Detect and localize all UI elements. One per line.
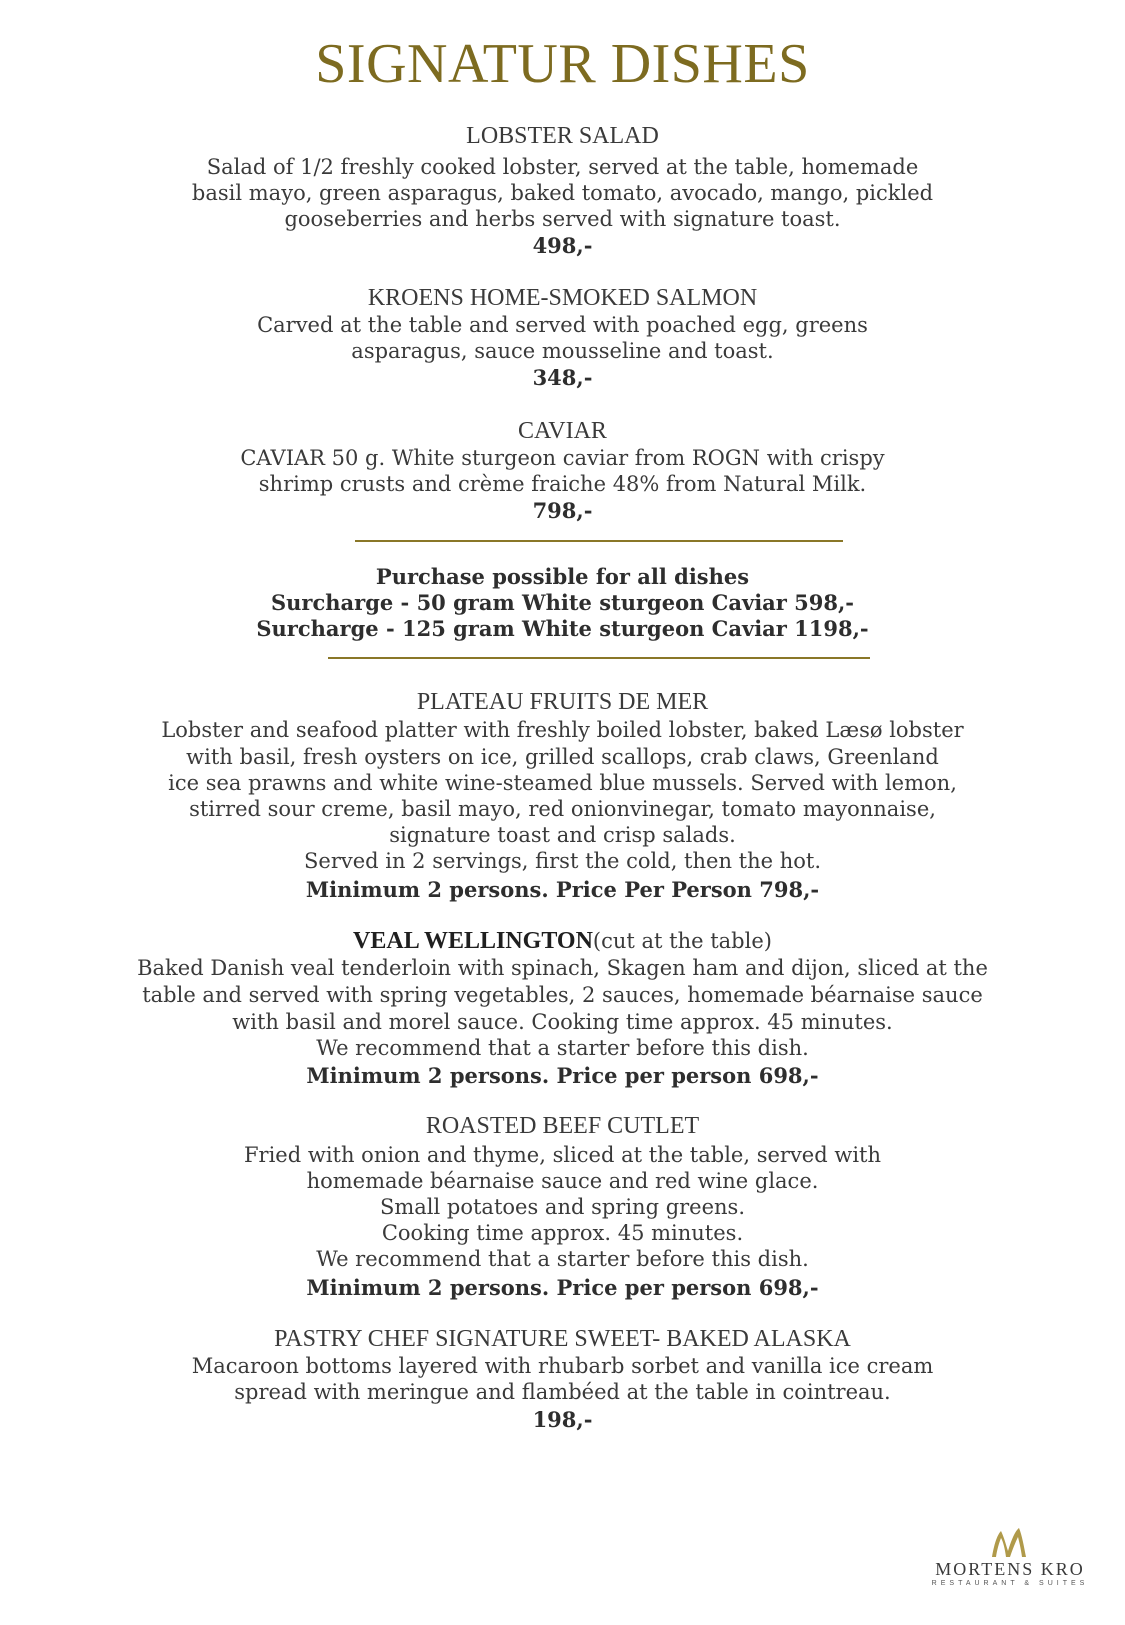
dish-desc-line: Baked Danish veal tenderloin with spinach, Skagen ham and dijon, sliced at the [137,956,988,980]
logo-tagline: RESTAURANT & SUITES [931,1580,1089,1587]
dish-desc-line: with basil, fresh oysters on ice, grilled scallops, crab claws, Greenland [186,745,939,769]
m-monogram-icon [988,1525,1032,1559]
dish-price: Minimum 2 persons. Price per person 698,- [306,1275,819,1300]
dish-price: 348,- [532,365,593,390]
dish-name-caviar: CAVIAR [518,418,607,444]
dish-desc-line: shrimp crusts and crème fraiche 48% from Natural Milk. [258,472,867,496]
dish-name-salmon: KROENS HOME-SMOKED SALMON [367,285,758,311]
dish-desc-line: spread with meringue and flambéed at the table in cointreau. [234,1380,891,1404]
dish-note: (cut at the table) [592,929,772,953]
surcharge-line: Surcharge - 125 gram White sturgeon Caviar 1198,- [256,616,869,641]
dish-desc-line: Served in 2 servings, first the cold, then the hot. [304,849,821,873]
dish-desc-line: stirred sour creme, basil mayo, red onionvinegar, tomato mayonnaise, [189,797,936,821]
dish-price: 798,- [532,498,593,523]
dish-price: Minimum 2 persons. Price Per Person 798,- [305,877,820,902]
surcharge-heading: Purchase possible for all dishes [375,564,750,589]
dish-name-baked-alaska: PASTRY CHEF SIGNATURE SWEET- BAKED ALASKA [274,1326,851,1352]
dish-name-plateau: PLATEAU FRUITS DE MER [416,689,709,715]
dish-desc-line: Fried with onion and thyme, sliced at the table, served with [243,1143,882,1167]
surcharge-line: Surcharge - 50 gram White sturgeon Caviar 598,- [270,590,855,615]
dish-desc-line: ice sea prawns and white wine-steamed blue mussels. Served with lemon, [168,771,957,795]
dish-price: 498,- [532,233,593,258]
dish-name-lobster-salad: LOBSTER SALAD [466,123,659,149]
dish-desc-line: asparagus, sauce mousseline and toast. [351,339,774,363]
logo-name: MORTENS KRO [935,1559,1085,1579]
restaurant-logo [925,1525,1095,1605]
dish-desc-line: Carved at the table and served with poached egg, greens [257,313,868,337]
dish-desc-line: Lobster and seafood platter with freshly boiled lobster, baked Læsø lobster [161,718,964,742]
dish-desc-line: CAVIAR 50 g. White sturgeon caviar from ROGN with crispy [240,446,885,470]
dish-desc-line: Cooking time approx. 45 minutes. [381,1221,744,1245]
dish-desc-line: Salad of 1/2 freshly cooked lobster, served at the table, homemade [206,155,919,179]
dish-desc-line: We recommend that a starter before this dish. [316,1036,809,1060]
dish-desc-line: Macaroon bottoms layered with rhubarb sorbet and vanilla ice cream [191,1354,934,1378]
dish-desc-line: table and served with spring vegetables, 2 sauces, homemade béarnaise sauce [142,983,983,1007]
dish-desc-line: signature toast and crisp salads. [389,823,736,847]
dish-desc-line: We recommend that a starter before this dish. [316,1247,809,1271]
dish-price: Minimum 2 persons. Price per person 698,- [306,1063,819,1088]
page-title: SIGNATUR DISHES [315,33,810,95]
dish-price: 198,- [532,1407,593,1432]
divider-rule [355,540,843,542]
dish-desc-line: homemade béarnaise sauce and red wine glace. [306,1169,819,1193]
dish-desc-line: basil mayo, green asparagus, baked tomato, avocado, mango, pickled [191,181,934,205]
dish-desc-line: with basil and morel sauce. Cooking time approx. 45 minutes. [232,1010,893,1034]
dish-heading-wellington [0,928,1125,955]
divider-rule [328,657,870,659]
dish-name-cutlet: ROASTED BEEF CUTLET [425,1113,700,1139]
dish-name-wellington: VEAL WELLINGTON [353,928,593,954]
dish-desc-line: Small potatoes and spring greens. [379,1195,746,1219]
dish-desc-line: gooseberries and herbs served with signature toast. [284,207,841,231]
